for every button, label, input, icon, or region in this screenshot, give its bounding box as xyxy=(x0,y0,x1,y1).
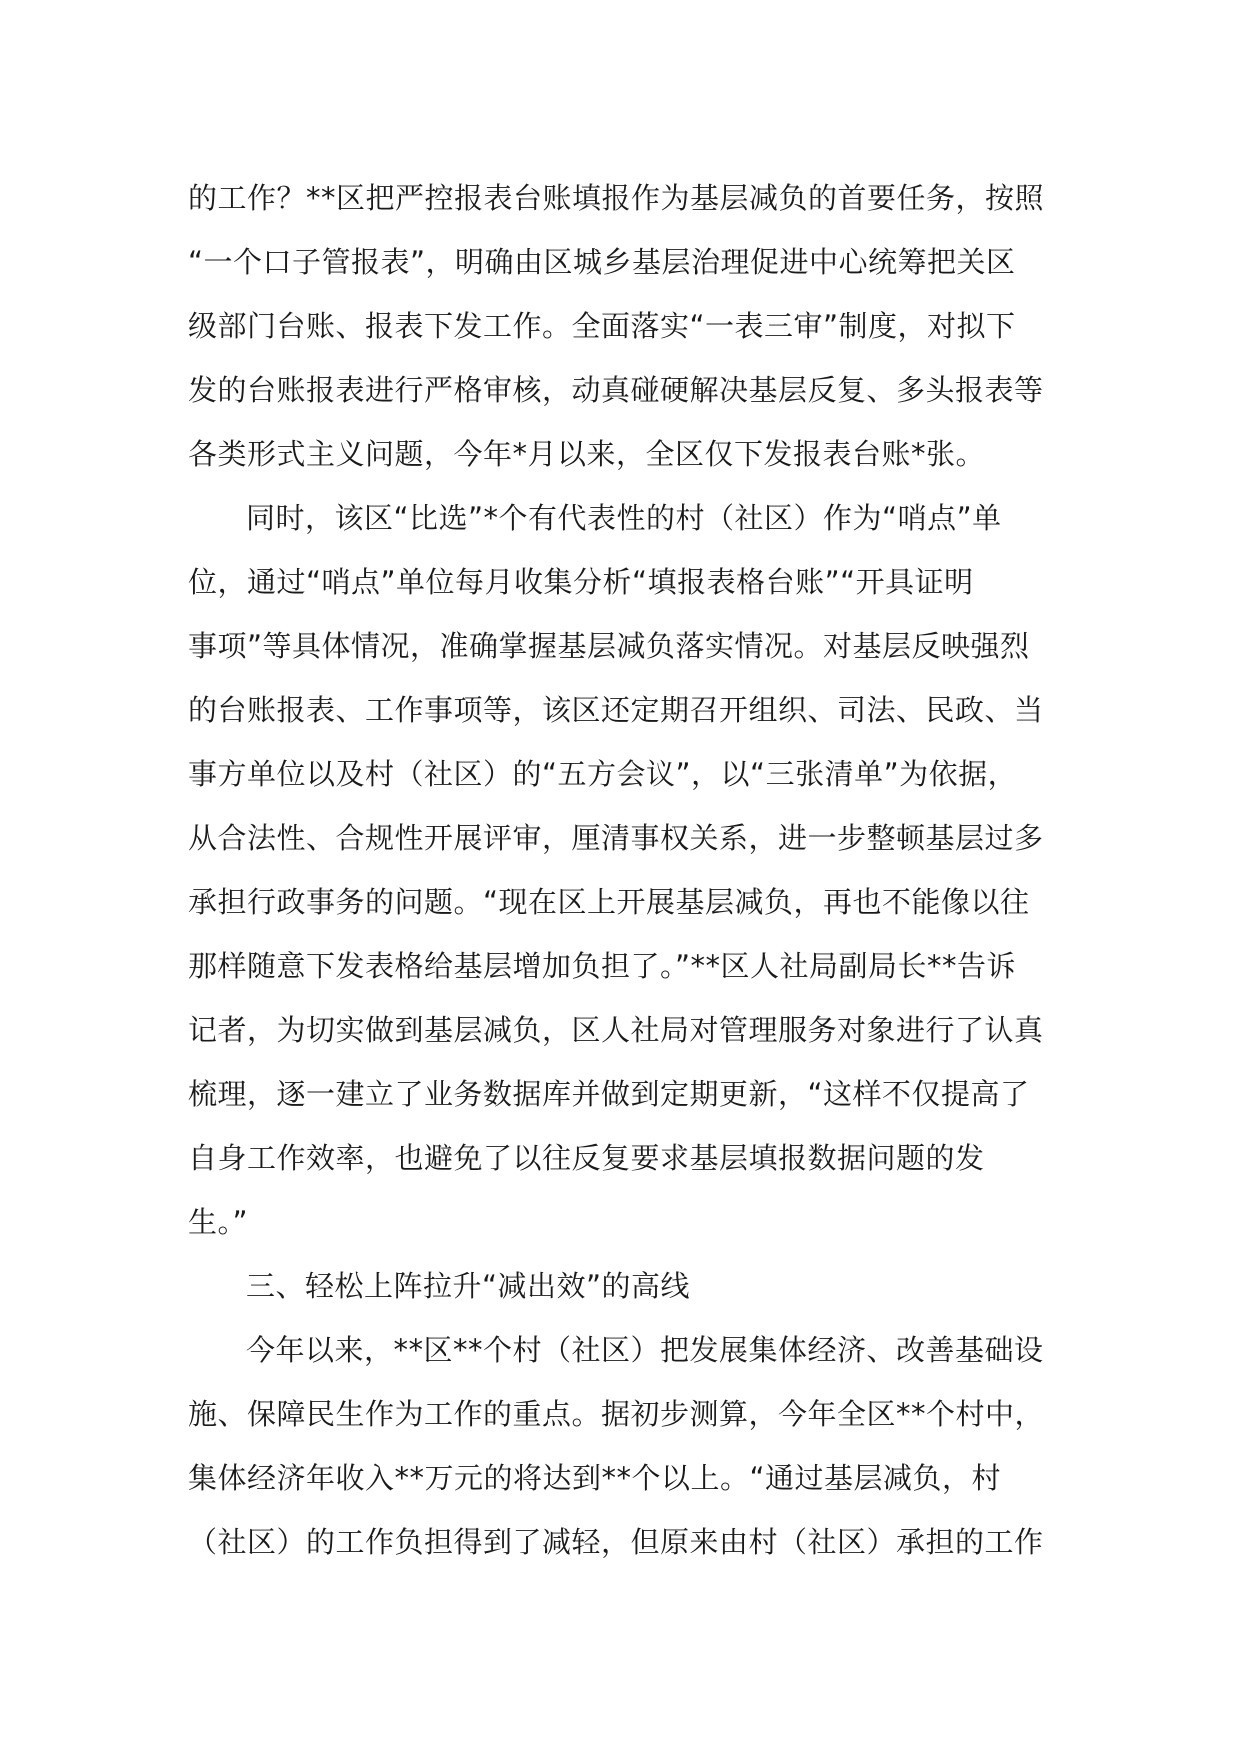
text-line: 梳理，逐一建立了业务数据库并做到定期更新，“这样不仅提高了 xyxy=(188,1077,1030,1111)
text-line: 生。” xyxy=(188,1205,249,1239)
text-line: 从合法性、合规性开展评审，厘清事权关系，进一步整顿基层过多 xyxy=(188,821,1044,855)
text-line: 事项”等具体情况，准确掌握基层减负落实情况。对基层反映强烈 xyxy=(188,629,1030,663)
text-line: 的台账报表、工作事项等，该区还定期召开组织、司法、民政、当 xyxy=(188,693,1044,727)
text-line: 记者，为切实做到基层减负，区人社局对管理服务对象进行了认真 xyxy=(188,1013,1044,1047)
paragraph-start-line: 同时，该区“比选”*个有代表性的村（社区）作为“哨点”单 xyxy=(246,501,1002,535)
text-line: 那样随意下发表格给基层增加负担了。”**区人社局副局长**告诉 xyxy=(188,949,1017,983)
text-line: 集体经济年收入**万元的将达到**个以上。“通过基层减负，村 xyxy=(188,1461,1002,1495)
body-text xyxy=(188,166,1078,1574)
text-line: 位，通过“哨点”单位每月收集分析“填报表格台账”“开具证明 xyxy=(188,565,974,599)
text-line: 发的台账报表进行严格审核，动真碰硬解决基层反复、多头报表等 xyxy=(188,373,1044,407)
text-line: 自身工作效率，也避免了以往反复要求基层填报数据问题的发 xyxy=(188,1141,985,1175)
text-line: （社区）的工作负担得到了减轻，但原来由村（社区）承担的工作 xyxy=(188,1525,1044,1559)
text-line: 各类形式主义问题，今年*月以来，全区仅下发报表台账*张。 xyxy=(188,437,986,471)
section-heading: 三、轻松上阵拉升“减出效”的高线 xyxy=(246,1269,691,1303)
text-line: “一个口子管报表”，明确由区城乡基层治理促进中心统筹把关区 xyxy=(188,245,1016,279)
text-line: 的工作？**区把严控报表台账填报作为基层减负的首要任务，按照 xyxy=(188,181,1045,215)
text-line: 承担行政事务的问题。“现在区上开展基层减负，再也不能像以往 xyxy=(188,885,1030,919)
text-line: 事方单位以及村（社区）的“五方会议”，以“三张清单”为依据， xyxy=(188,757,1018,791)
text-line: 级部门台账、报表下发工作。全面落实“一表三审”制度，对拟下 xyxy=(188,309,1016,343)
paragraph-start-line: 今年以来，**区**个村（社区）把发展集体经济、改善基础设 xyxy=(246,1333,1044,1367)
text-line: 施、保障民生作为工作的重点。据初步测算，今年全区**个村中， xyxy=(188,1397,1045,1431)
